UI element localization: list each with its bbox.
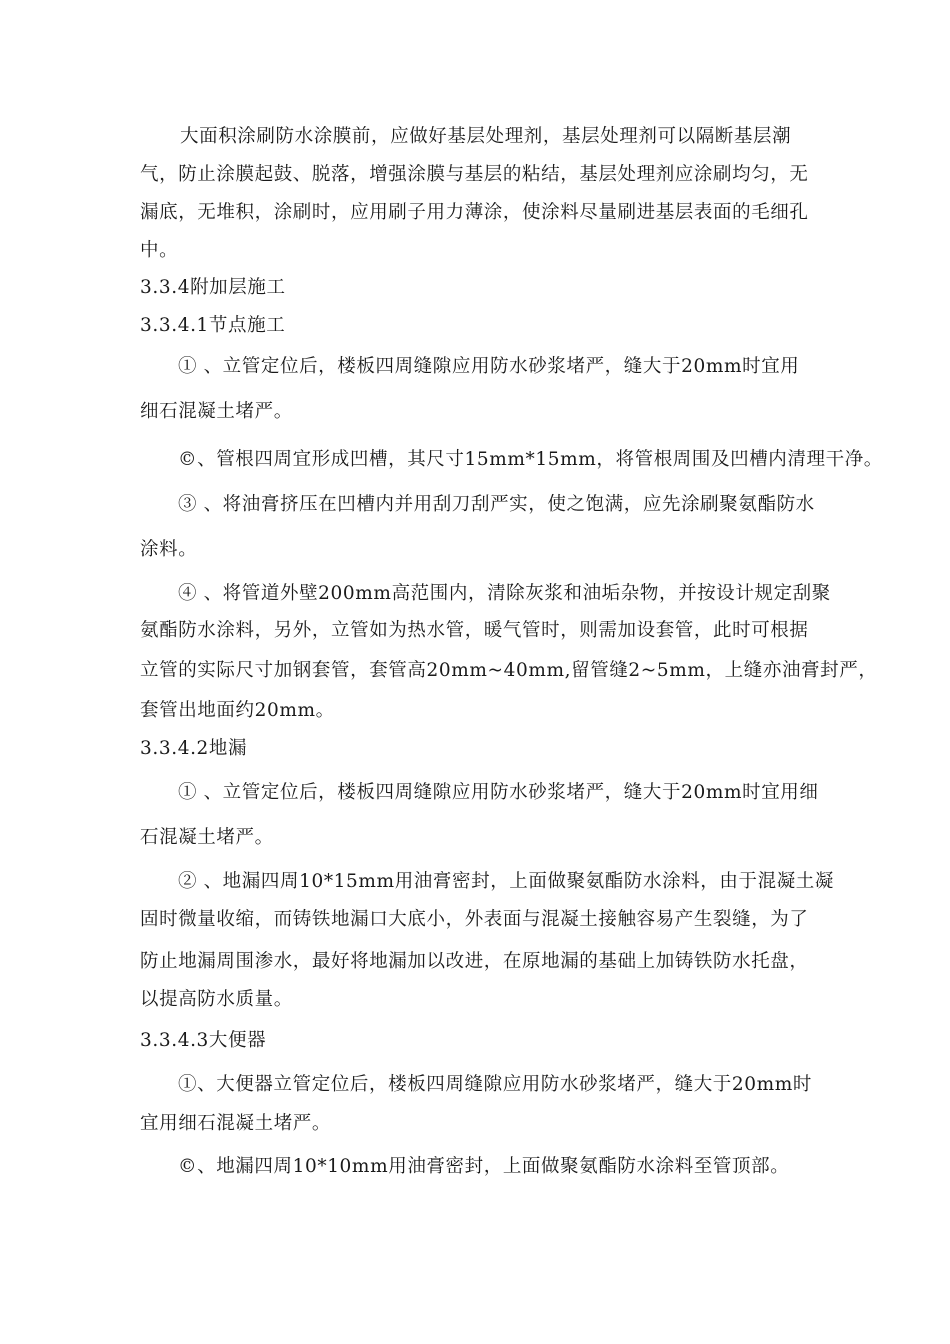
text-line: 细石混凝土堵严。	[140, 401, 293, 422]
text-line: ④ 、将管道外壁200mm高范围内，清除灰浆和油垢杂物，并按设计规定刮聚	[178, 583, 831, 604]
text-line: 立管的实际尺寸加钢套管，套管高20mm~40mm,留管缝2~5mm，上缝亦油膏封严，	[140, 660, 878, 681]
text-line: 气，防止涂膜起鼓、脱落，增强涂膜与基层的粘结，基层处理剂应涂刷均匀，无	[140, 164, 809, 185]
text-line: ② 、地漏四周10*15mm用油膏密封，上面做聚氨酯防水涂料，由于混凝土凝	[178, 871, 834, 892]
section-heading-3-3-4-1: 3.3.4.1节点施工	[140, 315, 286, 336]
text-line: 中。	[140, 240, 179, 261]
text-line: 宜用细石混凝土堵严。	[140, 1113, 332, 1134]
node-item-2: ©、管根四周宜形成凹槽，其尺寸15mm*15mm，将管根周围及凹槽内清理干净。	[178, 449, 883, 470]
section-heading-3-3-4-2: 3.3.4.2地漏	[140, 738, 248, 759]
text-line: 大面积涂刷防水涂膜前，应做好基层处理剂，基层处理剂可以隔断基层潮	[180, 126, 792, 147]
text-line: 石混凝土堵严。	[140, 827, 274, 848]
text-line: 防止地漏周围渗水，最好将地漏加以改进，在原地漏的基础上加铸铁防水托盘，	[140, 951, 809, 972]
text-line: ① 、立管定位后，楼板四周缝隙应用防水砂浆堵严，缝大于20mm时宜用细	[178, 782, 819, 803]
toilet-item-2: ©、地漏四周10*10mm用油膏密封，上面做聚氨酯防水涂料至管顶部。	[178, 1156, 790, 1177]
text-line: 漏底，无堆积，涂刷时，应用刷子用力薄涂，使涂料尽量刷进基层表面的毛细孔	[140, 202, 809, 223]
text-line: 固时微量收缩，而铸铁地漏口大底小，外表面与混凝土接触容易产生裂缝，为了	[140, 909, 809, 930]
text-line: 氨酯防水涂料，另外，立管如为热水管，暖气管时，则需加设套管，此时可根据	[140, 620, 809, 641]
text-line: ①、大便器立管定位后，楼板四周缝隙应用防水砂浆堵严，缝大于20mm时	[178, 1074, 813, 1095]
text-line: 涂料。	[140, 539, 198, 560]
text-line: 以提高防水质量。	[140, 989, 293, 1010]
text-line: ③ 、将油膏挤压在凹槽内并用刮刀刮严实，使之饱满，应先涂刷聚氨酯防水	[178, 494, 815, 515]
section-heading-3-3-4: 3.3.4附加层施工	[140, 277, 286, 298]
text-line: ① 、立管定位后，楼板四周缝隙应用防水砂浆堵严，缝大于20mm时宜用	[178, 356, 800, 377]
text-line: 套管出地面约20mm。	[140, 700, 335, 721]
section-heading-3-3-4-3: 3.3.4.3大便器	[140, 1030, 267, 1051]
